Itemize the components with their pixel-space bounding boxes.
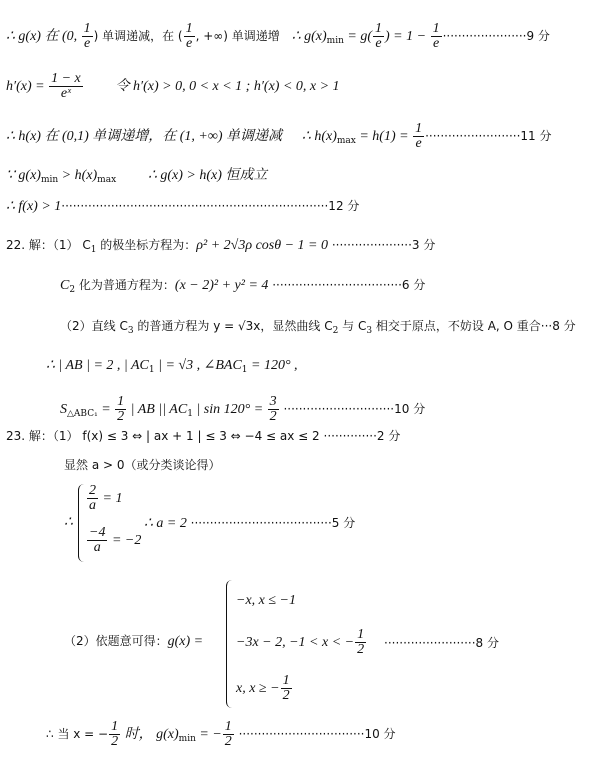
left-brace [78, 484, 85, 562]
line-8: （2）直线 $C_3$ 的普通方程为 y = √3x，显然曲线 $C_2$ 与 $C_3$ 相交于原点，不妨设 A, O 重合···8 分 [60, 319, 576, 336]
fraction: $\frac{1 - x}{\text{eˣ}}$ [51, 71, 81, 101]
line-12: 显然 a > 0（或分类谈论得） [64, 458, 221, 472]
score-marker: ·································10 分 [234, 727, 396, 741]
fraction: $\frac{3}{2}$ [269, 394, 277, 424]
line-11: 23. 解：（1） f(x) ≤ 3 ⇔ | ax + 1 | ≤ 3 ⇔ −4 ≤ ax ≤ 2 ··············2 分 [6, 429, 401, 443]
fraction: $\frac{1}{2}$ [117, 394, 125, 424]
line-4: ∵ $g(x)_{min} > h(x)_{max}$ ∴ g(x) > h(x) 恒成立 [6, 168, 268, 185]
line-5: ∴ f(x) > 1······································································12 分 [6, 199, 360, 214]
fraction: $\frac{1}{e}$ [415, 121, 423, 151]
score-marker: ························8 分 [384, 636, 499, 650]
text: ) 单调递减，在 ( [93, 29, 183, 43]
score-marker: ·····································5 分 [186, 516, 356, 530]
fraction: $\frac{1}{e}$ [83, 21, 91, 51]
score-marker: ·····························10 分 [279, 402, 426, 416]
text: 令 h′(x) > 0, 0 < x < 1 ; h′(x) < 0, x > 1 [115, 79, 340, 94]
score-marker: ······················9 分 [442, 29, 550, 43]
score-marker: ··············2 分 [319, 429, 401, 443]
score-marker: ·························11 分 [425, 129, 552, 143]
left-brace [226, 580, 235, 708]
text: ∴ g(x) [291, 29, 327, 44]
line-15: ∴ 当 x = − $\frac{1}{2}$ 时， $g(x)_{min}$ = − $\frac{1}{2}$ ·································10 分 [46, 719, 396, 749]
line-2: h′(x) = $\frac{1 - x}{\text{eˣ}}$ 令 h′(x) > 0, 0 < x < 1 ; h′(x) < 0, x > 1 [6, 71, 340, 101]
line-1: ∴ g(x) 在 (0, $\frac{1}{e}$ ) 单调递减，在 ( $\frac{1}{e}$ , +∞) 单调递增 ∴ $g(x)_{min} = g$( $\frac{1}{e}$ ) = 1 − $\frac{1}{e}$ ······················9 分 [6, 21, 550, 51]
line-7: $C_2$ 化为普通方程为：(x − 2)² + y² = 4 ··································6 分 [60, 278, 426, 295]
score-marker: ·····················3 分 [328, 238, 436, 252]
line-3: ∴ h(x) 在 (0,1) 单调递增，在 (1, +∞) 单调递减 ∴ $h(x)_{max} = h(1)$ = $\frac{1}{e}$ ·························11 分 [6, 121, 552, 151]
text: , +∞) 单调递增 [195, 29, 280, 43]
line-9: ∴ | AB | = 2 , | $AC_1$ | = √3 , $\angle BAC_1 = 120^\circ$ , [46, 358, 298, 375]
text: ∴ g(x) 在 (0, [6, 29, 81, 44]
fraction: $\frac{1}{e}$ [432, 21, 440, 51]
fraction: $\frac{-4}{a}$ [89, 525, 106, 555]
score-marker: ··································6 分 [268, 278, 426, 292]
score-marker: ······································································12 分 [61, 199, 360, 213]
fraction: $\frac{2}{a}$ [89, 483, 96, 513]
fraction: $\frac{1}{2}$ [357, 627, 365, 657]
fraction: $\frac{1}{2}$ [282, 673, 290, 703]
line-10: $S_{\triangle ABC_1}$ = $\frac{1}{2}$ | AB || $AC_1$ | sin 120° = $\frac{3}{2}$ ·····························10 分 [60, 394, 426, 424]
fraction: $\frac{1}{e}$ [375, 21, 382, 51]
fraction: $\frac{1}{2}$ [111, 719, 119, 749]
fraction: $\frac{1}{e}$ [185, 21, 193, 51]
fraction: $\frac{1}{2}$ [224, 719, 232, 749]
line-6: 22. 解：（1） $C_1$ 的极坐标方程为：ρ² + 2√3ρ cosθ − 1 = 0 ·····················3 分 [6, 238, 436, 255]
